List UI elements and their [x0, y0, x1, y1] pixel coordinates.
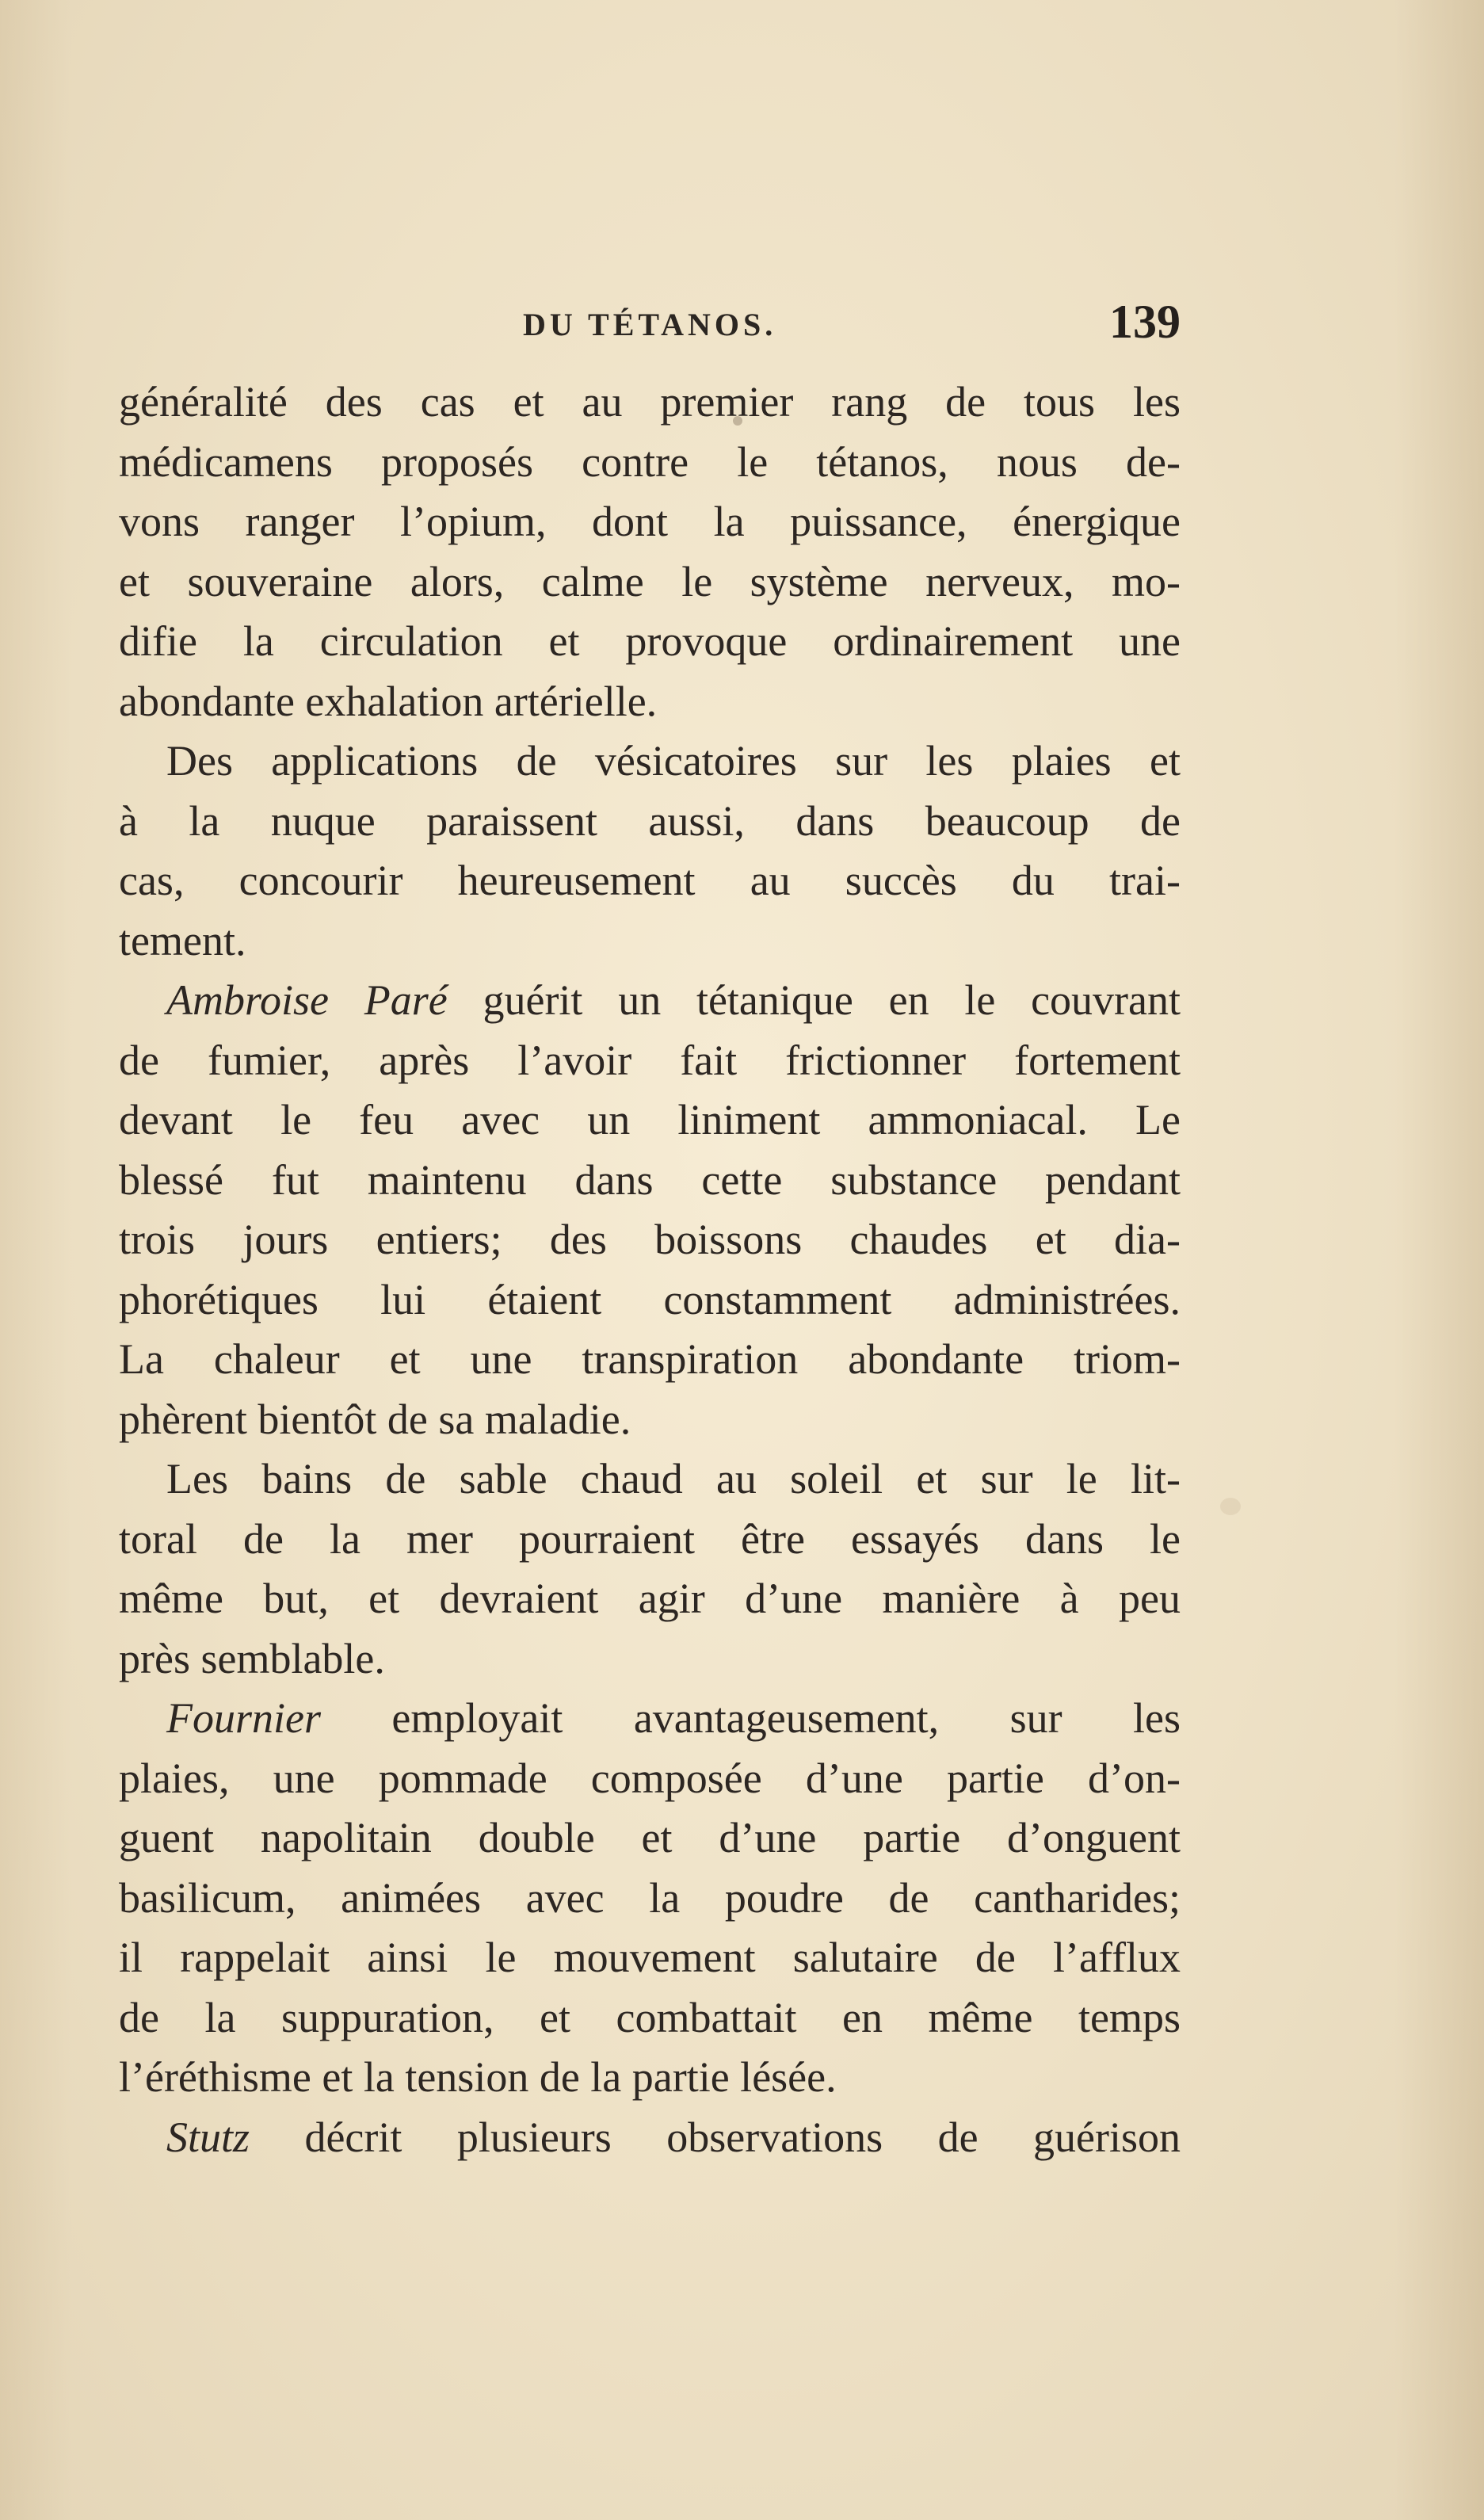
text-line: difie la circulation et provoque ordinairement une — [119, 617, 1181, 665]
text-line: devant le feu avec un liniment ammoniacal. Le — [119, 1096, 1181, 1144]
text-line: abondante exhalation artérielle. — [119, 677, 658, 725]
text-line: toral de la mer pourraient être essayés dans le — [119, 1514, 1181, 1563]
paper-stain — [1220, 1498, 1241, 1515]
text-line: médicamens proposés contre le tétanos, nous de- — [119, 437, 1181, 486]
text-line: tement. — [119, 916, 246, 964]
running-title: DU TÉTANOS. — [523, 307, 777, 342]
text-line: plaies, une pommade composée d’une partie d’on- — [119, 1754, 1181, 1802]
author-name: Fournier — [166, 1694, 321, 1742]
text-line: près semblable. — [119, 1634, 385, 1682]
author-name: Stutz — [166, 2113, 250, 2161]
text-line: Ambroise Paré guérit un tétanique en le couvrant — [166, 976, 1181, 1024]
text-line: vons ranger l’opium, dont la puissance, énergique — [119, 498, 1181, 545]
text-line: Des applications de vésicatoires sur les plaies et — [166, 737, 1181, 785]
text-line: et souveraine alors, calme le système nerveux, mo- — [119, 557, 1181, 605]
text-line: guent napolitain double et d’une partie d’onguent — [119, 1814, 1181, 1861]
text-line: Les bains de sable chaud au soleil et sur le lit- — [166, 1455, 1181, 1502]
text-line: de fumier, après l’avoir fait frictionner fortement — [119, 1036, 1181, 1084]
text-line: de la suppuration, et combattait en même temps — [119, 1993, 1181, 2041]
text-line: trois jours entiers; des boissons chaudes et dia- — [119, 1216, 1181, 1263]
text-line: Stutz décrit plusieurs observations de guérison — [166, 2113, 1181, 2161]
body-text — [119, 372, 1181, 2167]
text-line: l’éréthisme et la tension de la partie lésée. — [119, 2053, 837, 2101]
text-line: à la nuque paraissent aussi, dans beaucoup de — [119, 796, 1181, 845]
text-line: il rappelait ainsi le mouvement salutaire de l’afflux — [119, 1934, 1181, 1981]
text-line: basilicum, animées avec la poudre de cantharides; — [119, 1873, 1181, 1922]
text-line: cas, concourir heureusement au succès du trai- — [119, 857, 1181, 904]
text-line: Fournier employait avantageusement, sur les — [166, 1694, 1181, 1742]
author-name: Ambroise Paré — [166, 976, 448, 1024]
running-header — [119, 295, 1181, 350]
text-line: phorétiques lui étaient constamment administrées. — [119, 1275, 1181, 1323]
text-line: phèrent bientôt de sa maladie. — [119, 1395, 631, 1443]
text-line: blessé fut maintenu dans cette substance pendant — [119, 1155, 1181, 1204]
page-number: 139 — [1109, 296, 1181, 348]
text-line: même but, et devraient agir d’une manière à peu — [119, 1575, 1181, 1622]
text-line: La chaleur et une transpiration abondante triom- — [119, 1335, 1181, 1383]
text-line: généralité des cas et au premier rang de tous les — [119, 378, 1181, 426]
